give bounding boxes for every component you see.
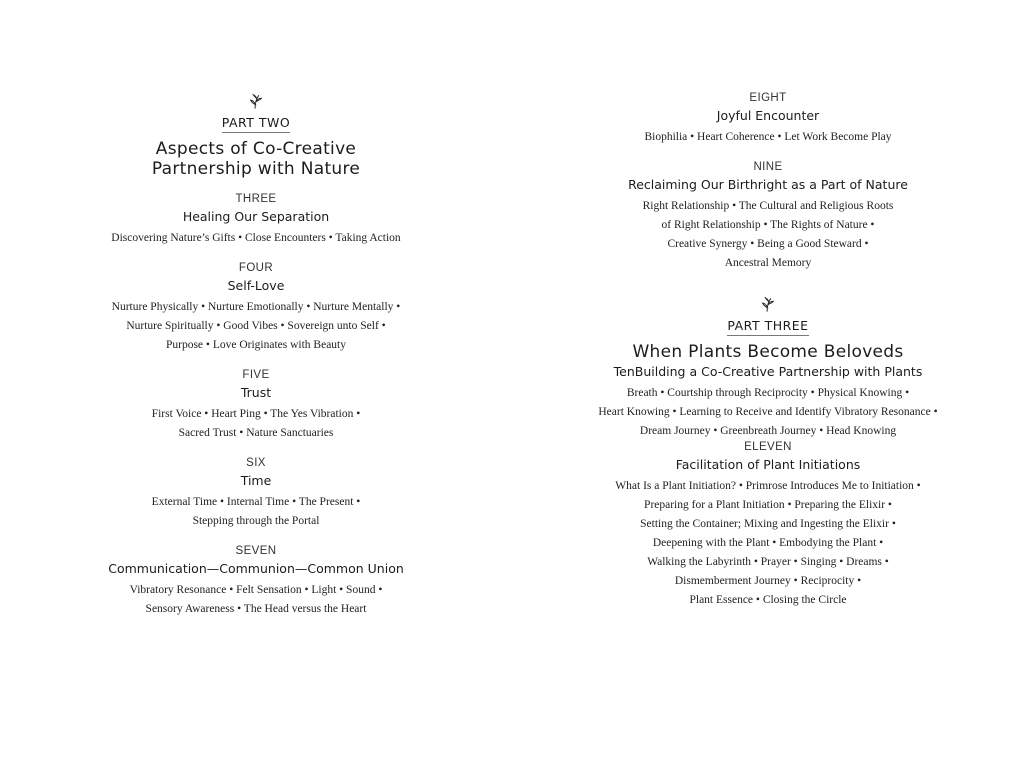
chapter-topics bbox=[90, 405, 422, 443]
chapter-title: Trust bbox=[240, 385, 272, 400]
topic-line: Breath • Courtship through Reciprocity • Physical Knowing • bbox=[626, 387, 910, 399]
chapter-topics bbox=[580, 197, 956, 273]
chapter-entry bbox=[580, 441, 956, 610]
right-page bbox=[580, 92, 956, 610]
topic-line: of Right Relationship • The Rights of Nature • bbox=[661, 219, 875, 231]
chapter-number: THREE bbox=[235, 193, 277, 205]
chapter-title: Communication—Communion—Common Union bbox=[108, 561, 404, 576]
topic-line: Sensory Awareness • The Head versus the Heart bbox=[145, 603, 367, 615]
chapter-list bbox=[90, 193, 422, 619]
topic-line: Heart Knowing • Learning to Receive and Identify Vibratory Resonance • bbox=[598, 406, 938, 418]
leaf-sprig-icon bbox=[759, 295, 777, 313]
chapter-number: NINE bbox=[753, 161, 783, 173]
chapter-title: Healing Our Separation bbox=[182, 209, 330, 224]
topic-line: Dream Journey • Greenbreath Journey • Head Knowing bbox=[639, 425, 897, 437]
part-title: When Plants Become Beloveds bbox=[632, 342, 904, 362]
chapter-entry bbox=[90, 457, 422, 531]
chapter-title: Facilitation of Plant Initiations bbox=[675, 457, 861, 472]
topic-line: Creative Synergy • Being a Good Steward • bbox=[667, 238, 869, 250]
part-title-line: Aspects of Co-Creative bbox=[155, 139, 357, 159]
chapter-title: Joyful Encounter bbox=[716, 108, 820, 123]
chapter-entry bbox=[90, 193, 422, 248]
left-page bbox=[90, 92, 422, 619]
chapter-entry bbox=[90, 262, 422, 355]
chapter-topics bbox=[90, 229, 422, 248]
chapter-number: FOUR bbox=[238, 262, 274, 274]
chapter-entry bbox=[90, 545, 422, 619]
topic-line: Stepping through the Portal bbox=[192, 515, 320, 527]
topic-line: First Voice • Heart Ping • The Yes Vibration • bbox=[151, 408, 361, 420]
chapter-entry bbox=[90, 369, 422, 443]
chapter-list bbox=[580, 92, 956, 273]
chapter-title: Reclaiming Our Birthright as a Part of Nature bbox=[628, 177, 908, 192]
chapter-number: SIX bbox=[246, 457, 266, 469]
topic-line: Deepening with the Plant • Embodying the Plant • bbox=[652, 537, 884, 549]
topic-line: Ancestral Memory bbox=[724, 257, 812, 269]
part-two-heading bbox=[90, 114, 422, 179]
part-three-heading bbox=[580, 295, 956, 441]
chapter-title: Self-Love bbox=[227, 278, 285, 293]
part-title-line: Partnership with Nature bbox=[151, 159, 361, 179]
chapter-entry bbox=[580, 161, 956, 273]
chapter-number: SEVEN bbox=[235, 545, 277, 557]
chapter-topics bbox=[90, 493, 422, 531]
topic-line: Purpose • Love Originates with Beauty bbox=[165, 339, 346, 351]
chapter-number: FIVE bbox=[242, 369, 270, 381]
chapter-number: ELEVEN bbox=[744, 441, 792, 453]
chapter-list bbox=[580, 441, 956, 610]
topic-line: Dismemberment Journey • Reciprocity • bbox=[674, 575, 862, 587]
chapter-topics bbox=[90, 581, 422, 619]
chapter-topics bbox=[580, 477, 956, 610]
part-topics bbox=[580, 384, 956, 441]
leaf-sprig-icon bbox=[247, 92, 265, 110]
topic-line: What Is a Plant Initiation? • Primrose Introduces Me to Initiation • bbox=[615, 480, 921, 492]
topic-line: Plant Essence • Closing the Circle bbox=[689, 594, 847, 606]
topic-line: External Time • Internal Time • The Present • bbox=[151, 496, 361, 508]
topic-line: Setting the Container; Mixing and Ingesting the Elixir • bbox=[640, 518, 896, 530]
chapter-topics bbox=[580, 128, 956, 147]
topic-line: Walking the Labyrinth • Prayer • Singing • Dreams • bbox=[647, 556, 889, 568]
topic-line: Right Relationship • The Cultural and Religious Roots bbox=[642, 200, 894, 212]
topic-line: Nurture Spiritually • Good Vibes • Sovereign unto Self • bbox=[126, 320, 386, 332]
topic-line: Vibratory Resonance • Felt Sensation • Light • Sound • bbox=[129, 584, 383, 596]
chapter-number: EIGHT bbox=[749, 92, 787, 104]
topic-line: Nurture Physically • Nurture Emotionally • Nurture Mentally • bbox=[111, 301, 401, 313]
part-title bbox=[90, 139, 422, 179]
part-label: PART TWO bbox=[222, 115, 291, 133]
chapter-topics bbox=[90, 298, 422, 355]
topic-line: Discovering Nature’s Gifts • Close Encounters • Taking Action bbox=[111, 232, 401, 244]
chapter-entry bbox=[580, 92, 956, 147]
part-subtitle: TenBuilding a Co-Creative Partnership with Plants bbox=[613, 364, 923, 379]
topic-line: Preparing for a Plant Initiation • Preparing the Elixir • bbox=[644, 499, 892, 511]
part-label: PART THREE bbox=[727, 318, 808, 336]
topic-line: Sacred Trust • Nature Sanctuaries bbox=[178, 427, 334, 439]
topic-line: Biophilia • Heart Coherence • Let Work Become Play bbox=[644, 131, 892, 143]
chapter-title: Time bbox=[240, 473, 272, 488]
